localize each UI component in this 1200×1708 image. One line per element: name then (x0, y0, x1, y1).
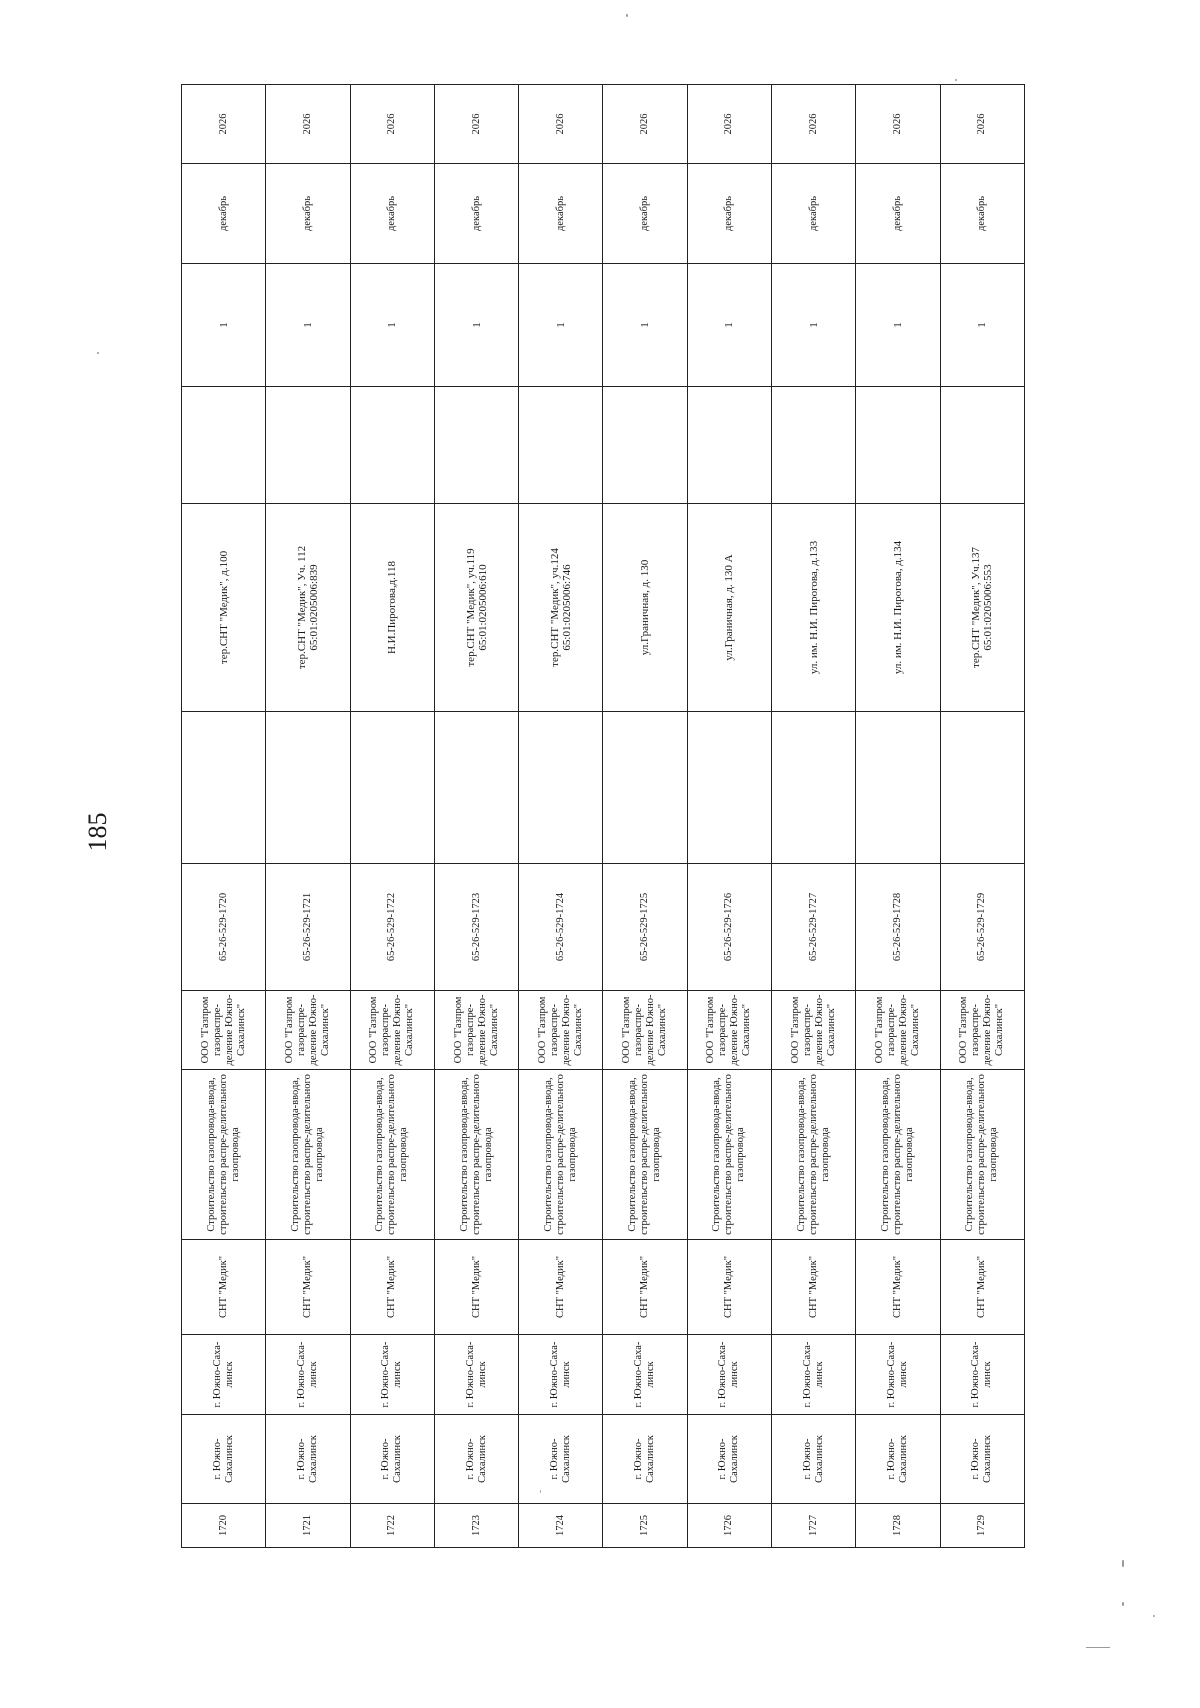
month-cell: декабрь (772, 164, 856, 264)
object-cell: СНТ "Медик" (856, 1240, 940, 1335)
month-cell: декабрь (182, 164, 266, 264)
empty-cell (434, 712, 518, 864)
object-cell: СНТ "Медик" (603, 1240, 687, 1335)
settlement-cell: г. Южно-Сахалинск (434, 1415, 518, 1504)
page-number: 185 (83, 812, 112, 852)
row-number-cell: 1722 (350, 1504, 434, 1548)
address-line: тер.СНТ "Медик", уч.124 (548, 548, 561, 667)
year-cell: 2026 (940, 85, 1024, 164)
quantity-cell: 1 (603, 264, 687, 387)
row-number-cell: 1723 (434, 1504, 518, 1548)
scan-speck (1122, 1602, 1124, 1606)
object-cell: СНТ "Медик" (434, 1240, 518, 1335)
month-cell: декабрь (940, 164, 1024, 264)
organization-cell: ООО "Газпром газораспре-деление Южно-Сахалинск" (772, 991, 856, 1070)
address-line: 65:01:0205006:553 (982, 564, 995, 651)
table-row (856, 85, 940, 1548)
empty-cell (772, 387, 856, 504)
empty-cell (940, 712, 1024, 864)
address-line: ул.Граничная, д. 130 (639, 559, 652, 656)
table-row (266, 85, 350, 1548)
work-description-cell: Строительство газопровода-ввода, строительство распре-делительного газопровода (266, 1070, 350, 1240)
settlement-cell: г. Южно-Сахалинск (687, 1415, 771, 1504)
district-cell: г. Южно-Саха-линск (434, 1335, 518, 1415)
district-cell: г. Южно-Саха-линск (519, 1335, 603, 1415)
gasification-table (181, 85, 1025, 1548)
object-cell: СНТ "Медик" (519, 1240, 603, 1335)
project-code-cell: 65-26-529-1723 (434, 864, 518, 991)
table-row (350, 85, 434, 1548)
year-cell: 2026 (772, 85, 856, 164)
project-code-cell: 65-26-529-1727 (772, 864, 856, 991)
project-code-cell: 65-26-529-1726 (687, 864, 771, 991)
empty-cell (603, 387, 687, 504)
quantity-cell: 1 (182, 264, 266, 387)
month-cell: декабрь (266, 164, 350, 264)
row-number-cell: 1720 (182, 1504, 266, 1548)
settlement-cell: г. Южно-Сахалинск (519, 1415, 603, 1504)
settlement-cell: г. Южно-Сахалинск (603, 1415, 687, 1504)
organization-cell: ООО "Газпром газораспре-деление Южно-Сахалинск" (434, 991, 518, 1070)
scan-speck (1153, 1615, 1155, 1617)
work-description-cell: Строительство газопровода-ввода, строительство распре-делительного газопровода (687, 1070, 771, 1240)
organization-cell: ООО "Газпром газораспре-деление Южно-Сахалинск" (940, 991, 1024, 1070)
object-cell: СНТ "Медик" (350, 1240, 434, 1335)
address-cell (350, 504, 434, 712)
district-cell: г. Южно-Саха-линск (266, 1335, 350, 1415)
work-description-cell: Строительство газопровода-ввода, строительство распре-делительного газопровода (519, 1070, 603, 1240)
organization-cell: ООО "Газпром газораспре-деление Южно-Сахалинск" (266, 991, 350, 1070)
address-line: 65:01:0205006:746 (560, 564, 573, 651)
empty-cell (856, 387, 940, 504)
year-cell: 2026 (519, 85, 603, 164)
work-description-cell: Строительство газопровода-ввода, строительство распре-делительного газопровода (772, 1070, 856, 1240)
year-cell: 2026 (687, 85, 771, 164)
address-cell (940, 504, 1024, 712)
table-row (940, 85, 1024, 1548)
year-cell: 2026 (350, 85, 434, 164)
settlement-cell: г. Южно-Сахалинск (940, 1415, 1024, 1504)
empty-cell (772, 712, 856, 864)
year-cell: 2026 (266, 85, 350, 164)
row-number-cell: 1721 (266, 1504, 350, 1548)
address-cell (519, 504, 603, 712)
work-description-cell: Строительство газопровода-ввода, строительство распре-делительного газопровода (350, 1070, 434, 1240)
address-cell (603, 504, 687, 712)
scan-speck (955, 79, 957, 81)
empty-cell (687, 712, 771, 864)
month-cell: декабрь (856, 164, 940, 264)
empty-cell (266, 712, 350, 864)
year-cell: 2026 (856, 85, 940, 164)
settlement-cell: г. Южно-Сахалинск (856, 1415, 940, 1504)
empty-cell (434, 387, 518, 504)
object-cell: СНТ "Медик" (772, 1240, 856, 1335)
address-line: тер.СНТ "Медик", д.100 (217, 550, 230, 665)
empty-cell (687, 387, 771, 504)
object-cell: СНТ "Медик" (687, 1240, 771, 1335)
row-number-cell: 1729 (940, 1504, 1024, 1548)
organization-cell: ООО "Газпром газораспре-деление Южно-Сахалинск" (603, 991, 687, 1070)
empty-cell (266, 387, 350, 504)
scan-speck (1086, 1647, 1110, 1648)
project-code-cell: 65-26-529-1728 (856, 864, 940, 991)
row-number-cell: 1728 (856, 1504, 940, 1548)
address-line: 65:01:0205006:610 (476, 564, 489, 651)
empty-cell (603, 712, 687, 864)
row-number-cell: 1725 (603, 1504, 687, 1548)
month-cell: декабрь (603, 164, 687, 264)
organization-cell: ООО "Газпром газораспре-деление Южно-Сахалинск" (856, 991, 940, 1070)
organization-cell: ООО "Газпром газораспре-деление Южно-Сахалинск" (519, 991, 603, 1070)
empty-cell (519, 387, 603, 504)
project-code-cell: 65-26-529-1721 (266, 864, 350, 991)
work-description-cell: Строительство газопровода-ввода, строительство распре-делительного газопровода (940, 1070, 1024, 1240)
address-cell (434, 504, 518, 712)
settlement-cell: г. Южно-Сахалинск (772, 1415, 856, 1504)
address-line: 65:01:0205006:839 (307, 564, 320, 651)
empty-cell (940, 387, 1024, 504)
scan-speck (97, 352, 99, 354)
address-cell (772, 504, 856, 712)
table-row (772, 85, 856, 1548)
quantity-cell: 1 (350, 264, 434, 387)
quantity-cell: 1 (434, 264, 518, 387)
address-line: ул. им. Н.И. Пирогова, д.133 (807, 540, 820, 675)
work-description-cell: Строительство газопровода-ввода, строительство распре-делительного газопровода (603, 1070, 687, 1240)
district-cell: г. Южно-Саха-линск (603, 1335, 687, 1415)
address-cell (266, 504, 350, 712)
district-cell: г. Южно-Саха-линск (350, 1335, 434, 1415)
work-description-cell: Строительство газопровода-ввода, строительство распре-делительного газопровода (856, 1070, 940, 1240)
table-body (182, 85, 1025, 1548)
empty-cell (350, 387, 434, 504)
project-code-cell: 65-26-529-1724 (519, 864, 603, 991)
table-row (519, 85, 603, 1548)
year-cell: 2026 (603, 85, 687, 164)
empty-cell (519, 712, 603, 864)
quantity-cell: 1 (856, 264, 940, 387)
address-cell (687, 504, 771, 712)
quantity-cell: 1 (266, 264, 350, 387)
object-cell: СНТ "Медик" (266, 1240, 350, 1335)
quantity-cell: 1 (940, 264, 1024, 387)
scan-speck (1122, 1560, 1124, 1567)
object-cell: СНТ "Медик" (182, 1240, 266, 1335)
project-code-cell: 65-26-529-1725 (603, 864, 687, 991)
project-code-cell: 65-26-529-1722 (350, 864, 434, 991)
quantity-cell: 1 (519, 264, 603, 387)
work-description-cell: Строительство газопровода-ввода, строительство распре-делительного газопровода (182, 1070, 266, 1240)
organization-cell: ООО "Газпром газораспре-деление Южно-Сахалинск" (687, 991, 771, 1070)
row-number-cell: 1724 (519, 1504, 603, 1548)
scan-speck (540, 1490, 541, 1493)
settlement-cell: г. Южно-Сахалинск (266, 1415, 350, 1504)
address-line: тер.СНТ "Медик", Уч.137 (970, 547, 983, 668)
quantity-cell: 1 (687, 264, 771, 387)
empty-cell (182, 712, 266, 864)
district-cell: г. Южно-Саха-линск (182, 1335, 266, 1415)
project-code-cell: 65-26-529-1729 (940, 864, 1024, 991)
address-cell (856, 504, 940, 712)
object-cell: СНТ "Медик" (940, 1240, 1024, 1335)
address-line: тер.СНТ "Медик", уч.119 (464, 548, 477, 667)
district-cell: г. Южно-Саха-линск (940, 1335, 1024, 1415)
scan-speck (626, 14, 628, 17)
month-cell: декабрь (687, 164, 771, 264)
month-cell: декабрь (434, 164, 518, 264)
month-cell: декабрь (350, 164, 434, 264)
schedule-table (181, 84, 1025, 1548)
row-number-cell: 1726 (687, 1504, 771, 1548)
table-row (182, 85, 266, 1548)
organization-cell: ООО "Газпром газораспре-деление Южно-Сахалинск" (350, 991, 434, 1070)
district-cell: г. Южно-Саха-линск (687, 1335, 771, 1415)
row-number-cell: 1727 (772, 1504, 856, 1548)
district-cell: г. Южно-Саха-линск (772, 1335, 856, 1415)
settlement-cell: г. Южно-Сахалинск (350, 1415, 434, 1504)
address-cell (182, 504, 266, 712)
address-line: тер.СНТ "Медик", Уч. 112 (295, 545, 308, 670)
empty-cell (350, 712, 434, 864)
address-line: ул.Граничная, д. 130 А (723, 554, 736, 661)
address-line: Н.И.Пирогова,д.118 (386, 560, 399, 655)
settlement-cell: г. Южно-Сахалинск (182, 1415, 266, 1504)
quantity-cell: 1 (772, 264, 856, 387)
empty-cell (182, 387, 266, 504)
organization-cell: ООО "Газпром газораспре-деление Южно-Сахалинск" (182, 991, 266, 1070)
work-description-cell: Строительство газопровода-ввода, строительство распре-делительного газопровода (434, 1070, 518, 1240)
table-row (603, 85, 687, 1548)
month-cell: декабрь (519, 164, 603, 264)
table-row (687, 85, 771, 1548)
address-line: ул. им. Н.И. Пирогова, д.134 (892, 540, 905, 675)
district-cell: г. Южно-Саха-линск (856, 1335, 940, 1415)
year-cell: 2026 (434, 85, 518, 164)
project-code-cell: 65-26-529-1720 (182, 864, 266, 991)
empty-cell (856, 712, 940, 864)
table-row (434, 85, 518, 1548)
year-cell: 2026 (182, 85, 266, 164)
